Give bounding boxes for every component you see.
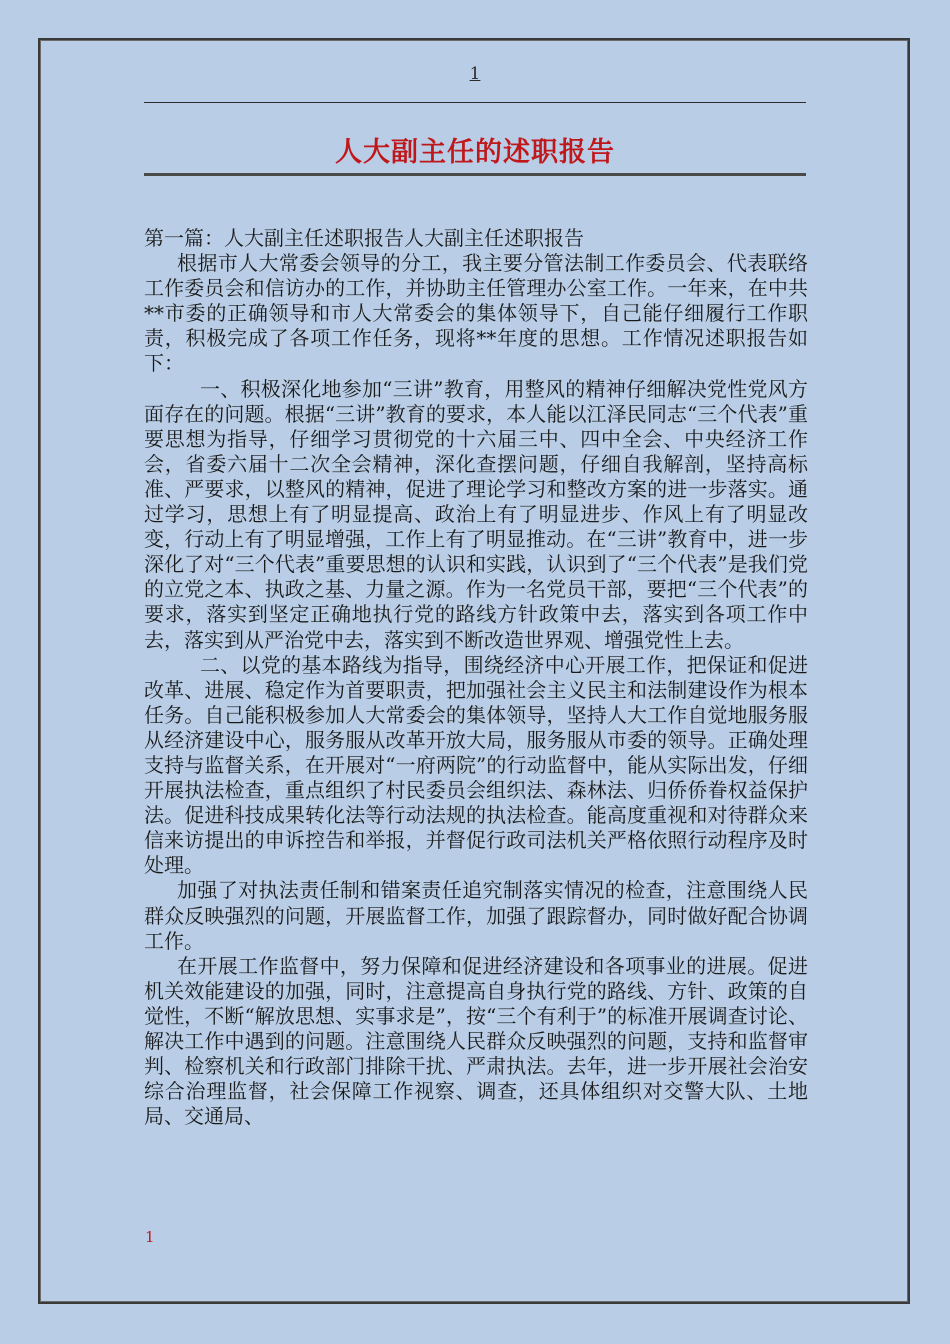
document-title: 人大副主任的述职报告: [335, 137, 615, 168]
paragraph-supervision-check: 加强了对执法责任制和错案责任追究制落实情况的检查，注意围绕人民群众反映强烈的问题，开展监督工作，加强了跟踪督办，同时做好配合协调工作。: [144, 878, 808, 953]
paragraph-intro: 根据市人大常委会领导的分工，我主要分管法制工作委员会、代表联络工作委员会和信访办的工作，并协助主任管理办公室工作。一年来，在中共**市委的正确领导和市人大常委会的集体领导下，自己能仔细履行工作职责，积极完成了各项工作任务，现将**年度的思想。工作情况述职报告如下：: [144, 251, 808, 376]
document-body: [144, 226, 808, 1129]
header-page-number: 1: [469, 64, 481, 84]
title-divider: [144, 173, 806, 176]
section-heading: 第一篇：人大副主任述职报告人大副主任述职报告: [144, 226, 584, 250]
paragraph-section-one: 一、积极深化地参加“三讲”教育，用整风的精神仔细解决党性党风方面存在的问题。根据“三讲”教育的要求，本人能以江泽民同志“三个代表”重要思想为指导，仔细学习贯彻党的十六届三中、四中全会、中央经济工作会，省委六届十二次全会精神，深化查摆问题，仔细自我解剖，坚持高标准、严要求，以整风的精神，促进了理论学习和整改方案的进一步落实。通过学习，思想上有了明显提高、政治上有了明显进步、作风上有了明显改变，行动上有了明显增强，工作上有了明显推动。在“三讲”教育中，进一步深化了对“三个代表”重要思想的认识和实践，认识到了“三个代表”是我们党的立党之本、执政之基、力量之源。作为一名党员干部，要把“三个代表”的要求，落实到坚定正确地执行党的路线方针政策中去，落实到各项工作中去，落实到从严治党中去，落实到不断改造世界观、增强党性上去。: [144, 376, 808, 652]
header-divider: [144, 102, 806, 103]
paragraph-work-supervision: 在开展工作监督中，努力保障和促进经济建设和各项事业的进展。促进机关效能建设的加强，同时，注意提高自身执行党的路线、方针、政策的自觉性，不断“解放思想、实事求是”，按“三个有利于”的标准开展调查讨论、解决工作中遇到的问题。注意围绕人民群众反映强烈的问题，支持和监督审判、检察机关和行政部门排除干扰、严肃执法。去年，进一步开展社会治安综合治理监督，社会保障工作视察、调查，还具体组织对交警大队、土地局、交通局、: [144, 953, 808, 1129]
footer-page-number: 1: [145, 1228, 155, 1246]
paragraph-section-two: 二、以党的基本路线为指导，围绕经济中心开展工作，把保证和促进改革、进展、稳定作为首要职责，把加强社会主义民主和法制建设作为根本任务。自己能积极参加人大常委会的集体领导，坚持人大工作自觉地服务服从经济建设中心，服务服从改革开放大局，服务服从市委的领导。正确处理支持与监督关系，在开展对“一府两院”的行动监督中，能从实际出发，仔细开展执法检查，重点组织了村民委员会组织法、森林法、归侨侨眷权益保护法。促进科技成果转化法等行动法规的执法检查。能高度重视和对待群众来信来访提出的申诉控告和举报，并督促行政司法机关严格依照行动程序及时处理。: [144, 652, 808, 878]
